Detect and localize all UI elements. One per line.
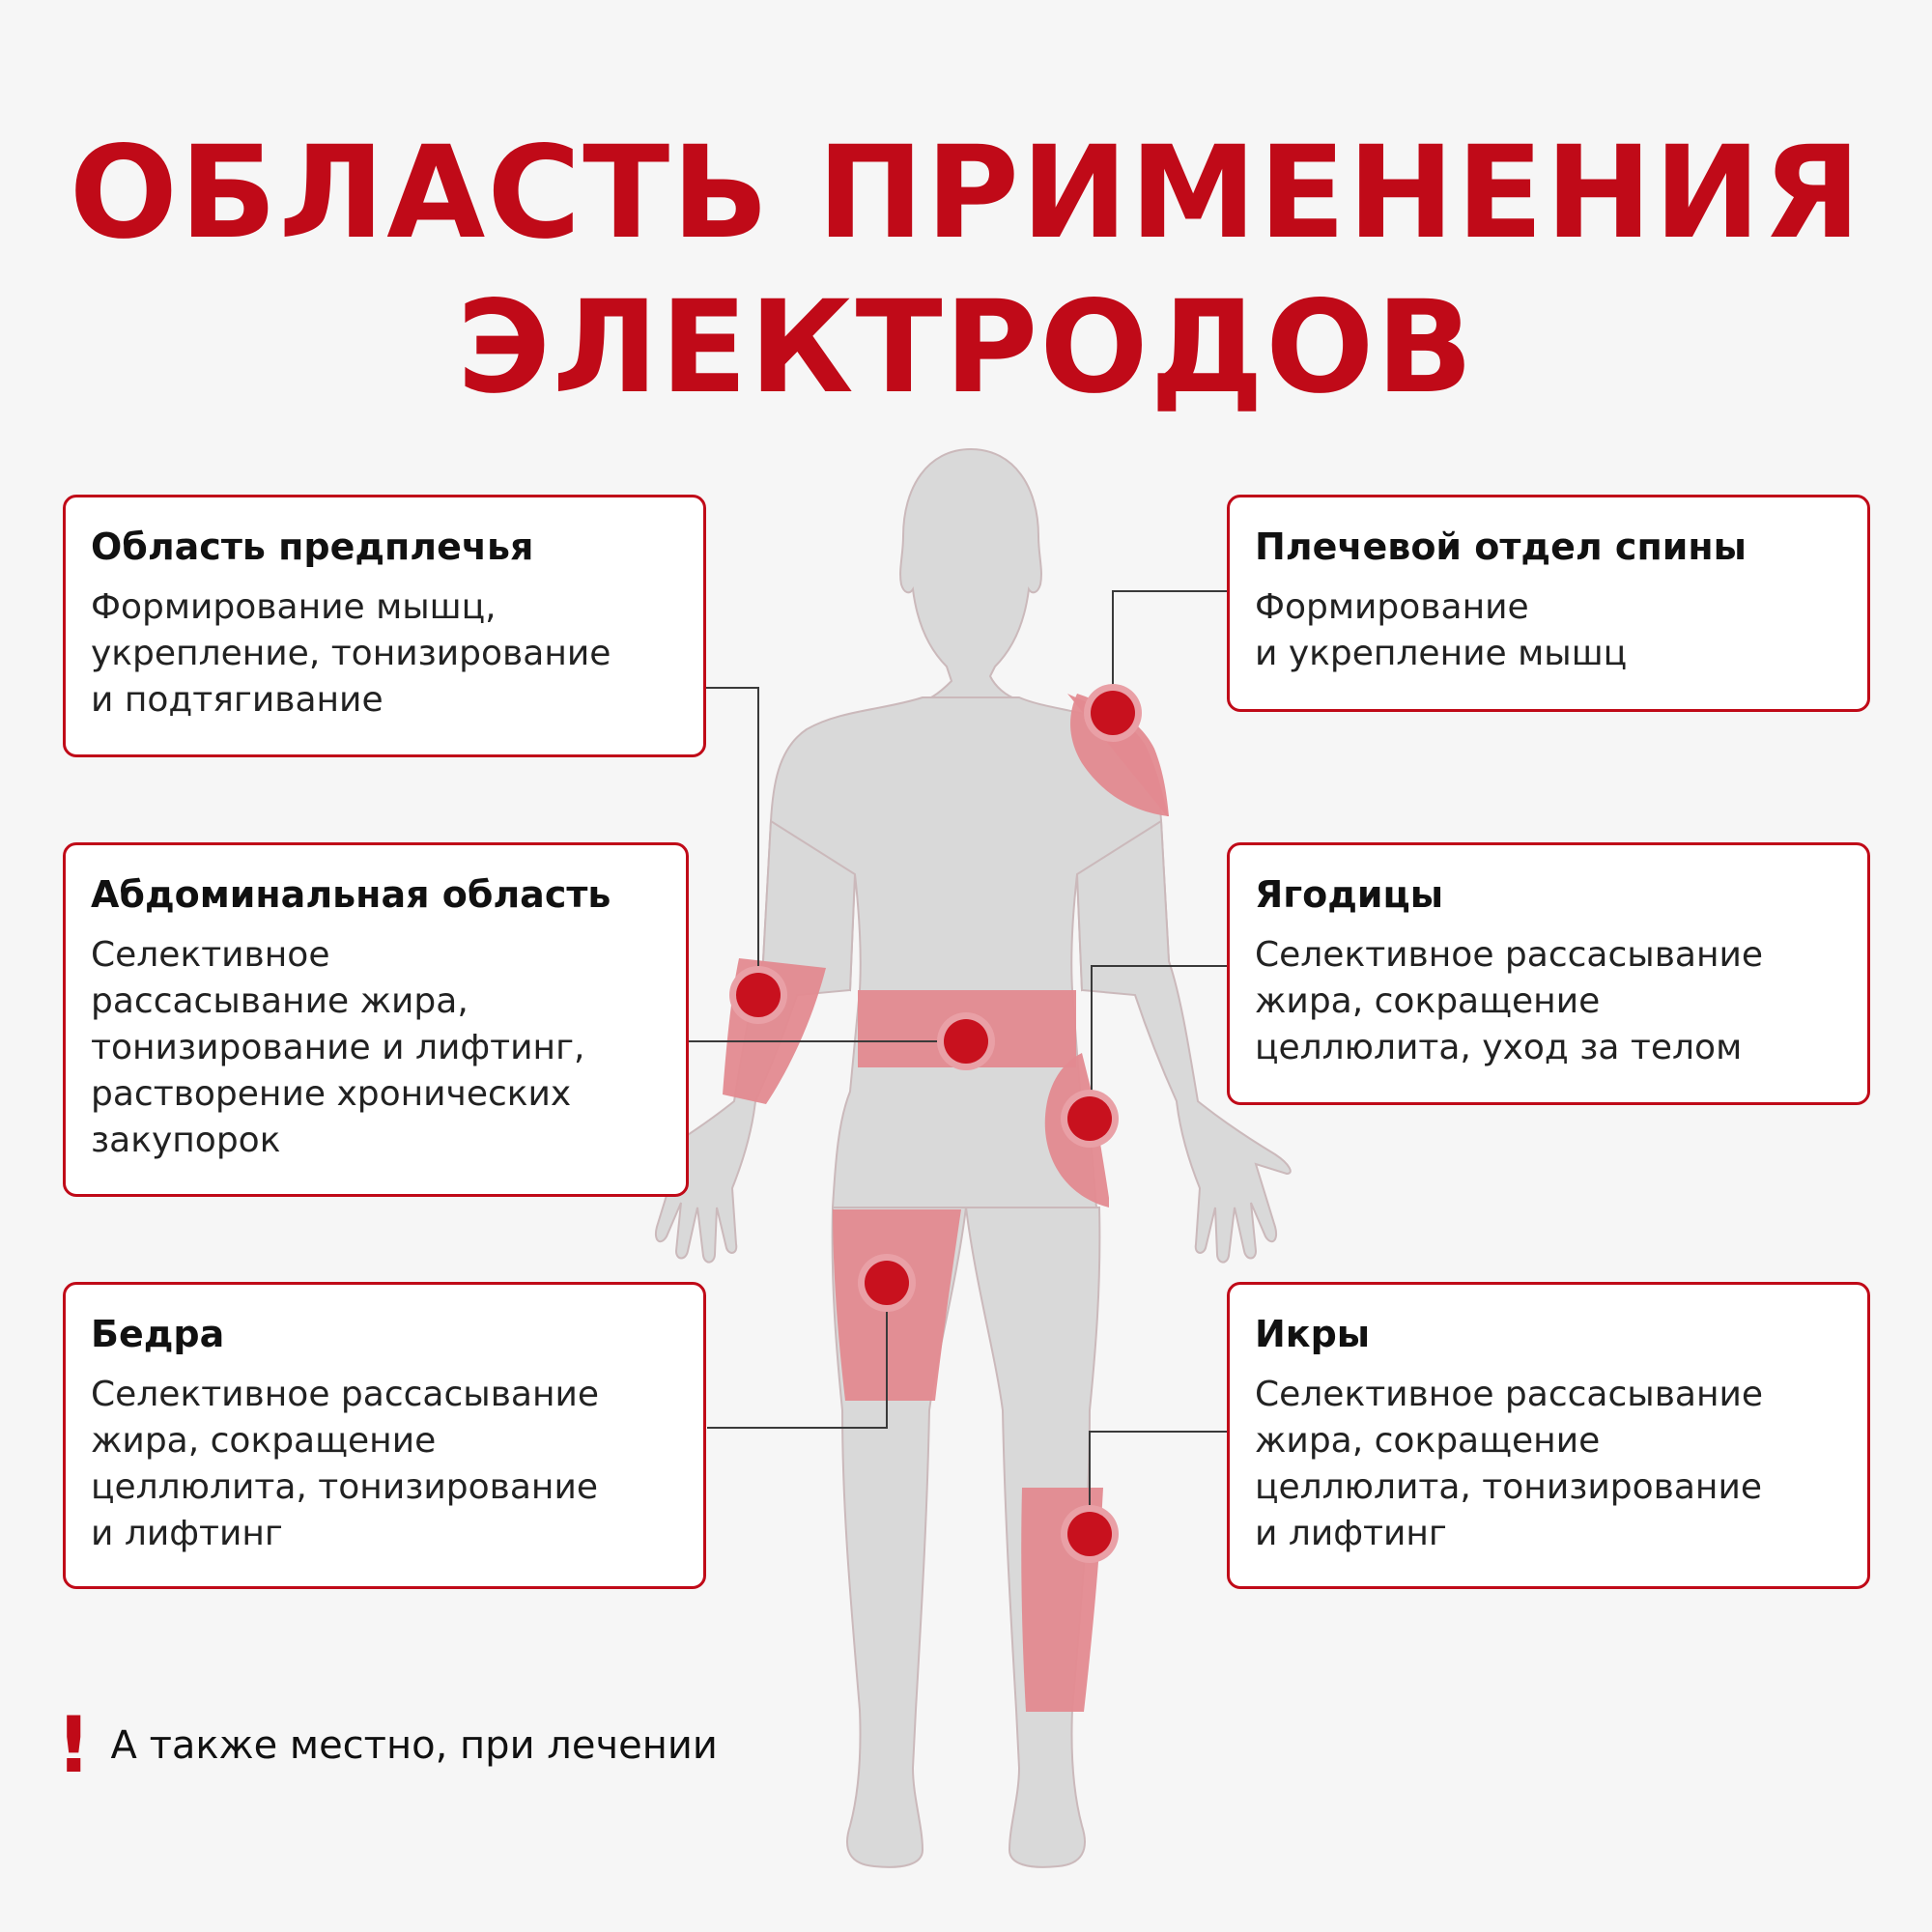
card-abdominal [63, 842, 689, 1197]
card-description: Селективное рассасывание жира, сокращение целлюлита, уход за телом [1255, 935, 1764, 1067]
card-description: Формирование и укрепление мышц [1255, 587, 1628, 673]
footer-note [56, 1700, 718, 1790]
head [900, 449, 1041, 700]
card-title: Икры [1255, 1313, 1371, 1355]
card-description: Селективное рассасывание жира, сокращение целлюлита, тонизирование и лифтинг [91, 1375, 600, 1553]
card-description: Селективное рассасывание жира, сокращение целлюлита, тонизирование и лифтинг [1255, 1375, 1764, 1553]
marker-abdomen-dot [937, 1012, 995, 1070]
card-title: Ягодицы [1255, 873, 1444, 916]
card-calves [1227, 1282, 1870, 1589]
card-buttocks [1227, 842, 1870, 1105]
card-title: Бедра [91, 1313, 225, 1355]
connector-forearm [705, 688, 758, 995]
marker-thighs-dot [858, 1254, 916, 1312]
card-title: Абдоминальная область [91, 873, 611, 916]
card-title: Плечевой отдел спины [1255, 526, 1747, 568]
card-forearm [63, 495, 706, 757]
exclamation-icon: ! [56, 1700, 92, 1790]
body-silhouette-icon [641, 449, 1291, 1867]
card-title: Область предплечья [91, 526, 534, 568]
page-title-line-2: ЭЛЕКТРОДОВ [457, 273, 1475, 422]
card-description: Селективное рассасывание жира, тонизирование и лифтинг, растворение хронических закупорок [91, 935, 585, 1160]
marker-forearm-dot [729, 966, 787, 1024]
marker-shoulder-back-dot [1084, 684, 1142, 742]
card-description: Формирование мышц, укрепление, тонизирование и подтягивание [91, 587, 611, 720]
marker-calves-dot [1061, 1505, 1119, 1563]
card-shoulder-back [1227, 495, 1870, 712]
page-title-line-1: ОБЛАСТЬ ПРИМЕНЕНИЯ [69, 119, 1863, 268]
card-thighs [63, 1282, 706, 1589]
footer-note-text: А также местно, при лечении [110, 1723, 718, 1768]
marker-buttocks-dot [1061, 1090, 1119, 1148]
